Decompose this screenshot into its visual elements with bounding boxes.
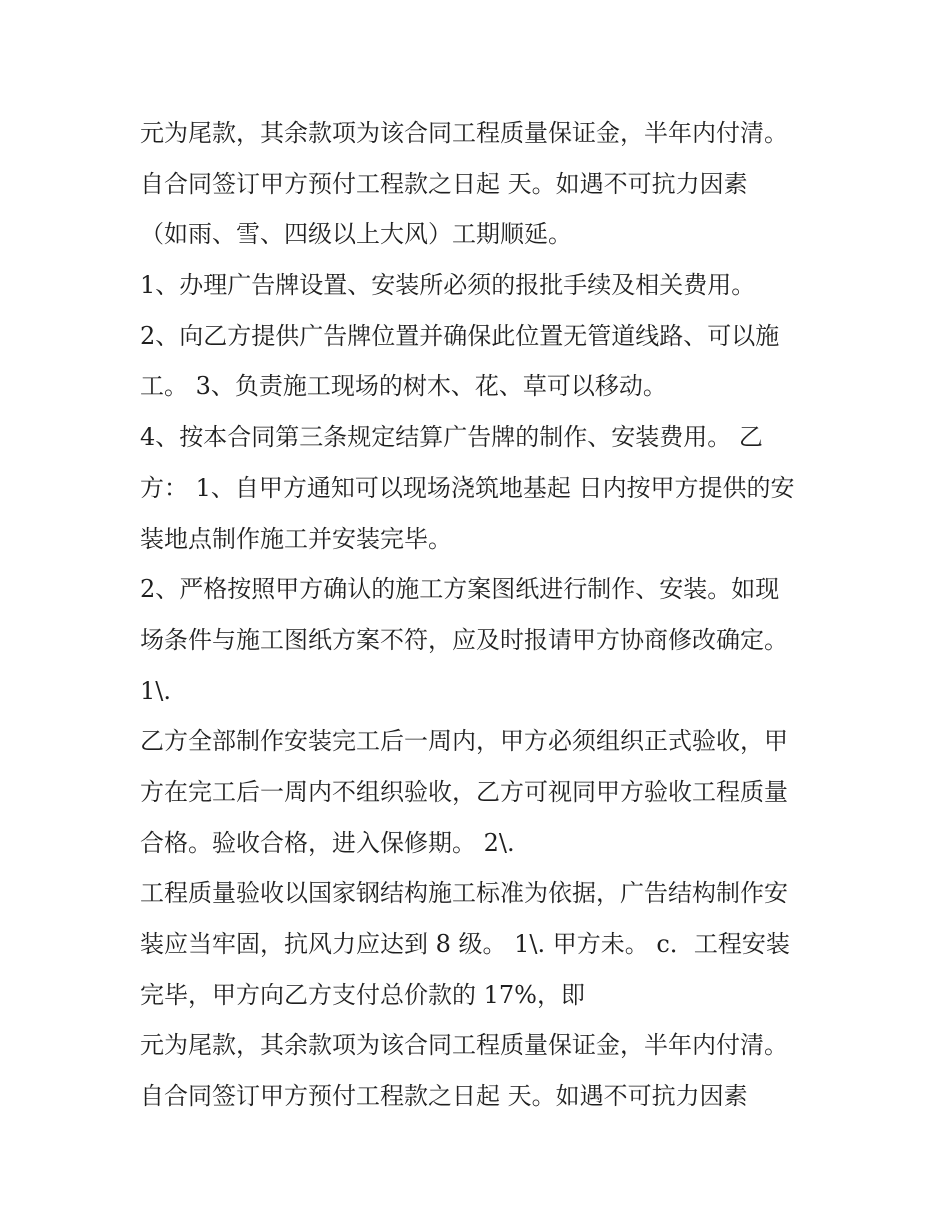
- text-line: 元为尾款，其余款项为该合同工程质量保证金，半年内付清。: [140, 1031, 788, 1060]
- text-line: 场条件与施工图纸方案不符，应及时报请甲方协商修改确定。: [140, 625, 788, 654]
- text-line: 方在完工后一周内不组织验收，乙方可视同甲方验收工程质量: [140, 777, 788, 806]
- text-line: 2、严格按照甲方确认的施工方案图纸进行制作、安装。如现: [140, 575, 780, 604]
- text-line: 完毕，甲方向乙方支付总价款的 17%，即: [140, 980, 585, 1009]
- text-line: 合格。验收合格，进入保修期。 2\.: [140, 828, 515, 857]
- text-line: 方： 1、自甲方通知可以现场浇筑地基起 日内按甲方提供的安: [140, 473, 795, 502]
- text-line: 装应当牢固，抗风力应达到 8 级。 1\. 甲方未。 c．工程安装: [140, 930, 790, 958]
- text-line: 工程质量验收以国家钢结构施工标准为依据，广告结构制作安: [140, 879, 788, 908]
- text-line: 2、向乙方提供广告牌位置并确保此位置无管道线路、可以施: [140, 321, 780, 350]
- text-line: 工。 3、负责施工现场的树木、花、草可以移动。: [140, 372, 667, 401]
- text-line: 自合同签订甲方预付工程款之日起 天。如遇不可抗力因素: [140, 169, 748, 198]
- text-line: 1\.: [140, 676, 171, 705]
- text-line: （如雨、雪、四级以上大风）工期顺延。: [140, 220, 572, 249]
- text-line: 1、办理广告牌设置、安装所必须的报批手续及相关费用。: [140, 271, 756, 300]
- text-line: 自合同签订甲方预付工程款之日起 天。如遇不可抗力因素: [140, 1082, 748, 1111]
- text-line: 4、按本合同第三条规定结算广告牌的制作、安装费用。 乙: [140, 423, 763, 452]
- text-line: 乙方全部制作安装完工后一周内，甲方必须组织正式验收，甲: [140, 727, 788, 756]
- text-line: 装地点制作施工并安装完毕。: [140, 524, 452, 553]
- text-line: 元为尾款，其余款项为该合同工程质量保证金，半年内付清。: [140, 119, 788, 147]
- document-body: [140, 108, 830, 1122]
